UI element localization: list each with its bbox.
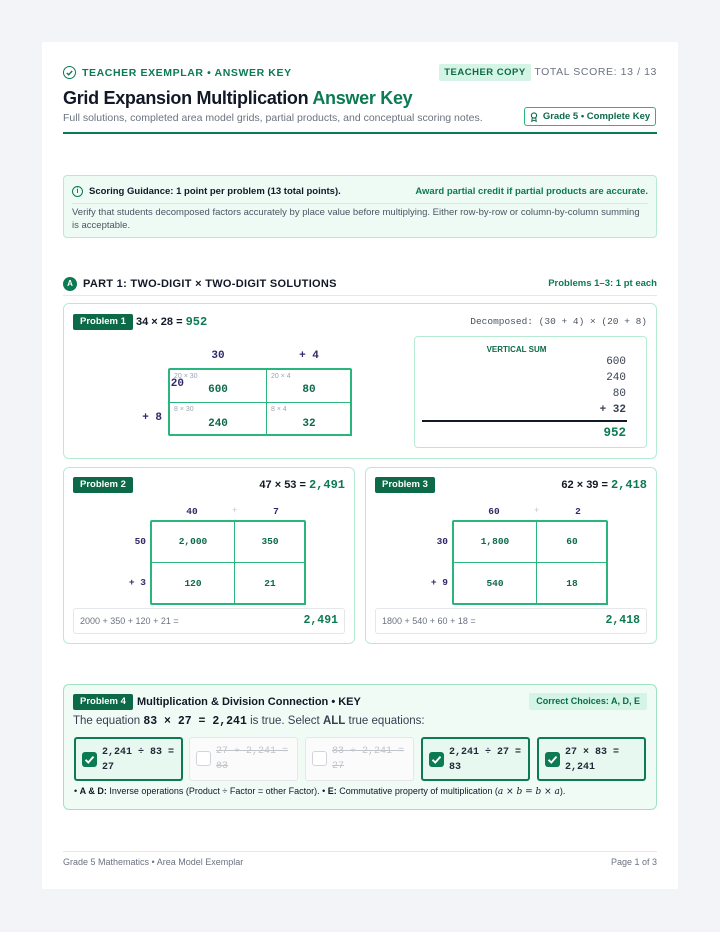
info-icon: i [72, 186, 83, 197]
prompt-text: The equation [73, 715, 141, 727]
grid-cell [266, 402, 352, 436]
scoring-guidance [63, 175, 657, 238]
equation-text: 62 × 39 = [561, 479, 608, 491]
sum-line: 240 [606, 372, 626, 384]
grid-cell [151, 521, 235, 563]
cell-value: 1,800 [480, 536, 510, 547]
guidance-partial-credit: Award partial credit if partial products are accurate. [415, 186, 648, 197]
sum-line: 600 [606, 356, 626, 368]
checkmark-icon [82, 752, 97, 767]
prompt-text: is true. Select [250, 715, 320, 727]
grid-cell [453, 562, 537, 605]
cell-label: 8 × 30 [174, 406, 194, 413]
checkbox-checked[interactable] [545, 752, 560, 767]
page-number: Page 1 of 3 [610, 857, 657, 867]
problem-badge: Problem 1 [73, 314, 133, 330]
choice-text: 2,241 ÷ 83 = 27 [102, 747, 175, 773]
title-text: Grid Expansion Multiplication [63, 88, 309, 108]
grade-badge-text: Grade 5 • Complete Key [542, 111, 651, 122]
choice-text: 27 × 83 = 2,241 [565, 747, 620, 773]
decomposition-note: Decomposed: (30 + 4) × (20 + 8) [470, 316, 647, 327]
area-model-grid [150, 520, 306, 605]
column-plus: + [232, 506, 238, 516]
equation-answer: 2,418 [610, 478, 647, 492]
header-divider [63, 132, 657, 134]
cell-value: 18 [566, 578, 578, 589]
vertical-sum-title: VERTICAL SUM [486, 345, 547, 354]
prompt-text: true equations: [348, 715, 425, 727]
column-header: 60 [488, 506, 500, 517]
column-header: + 4 [299, 350, 319, 362]
problem-2-card [63, 467, 355, 644]
row-header: + 8 [142, 412, 162, 424]
cell-value: 21 [264, 578, 276, 589]
grid-cell [453, 521, 537, 563]
exemplar-text: TEACHER EXEMPLAR • ANSWER KEY [82, 66, 292, 79]
checkbox-checked[interactable] [82, 752, 97, 767]
guidance-points: Scoring Guidance: 1 point per problem (13 total points). [89, 186, 341, 197]
area-model-grid [168, 368, 352, 436]
part-points: Problems 1–3: 1 pt each [548, 278, 657, 289]
explanation-note: • A & D: Inverse operations (Product ÷ Factor = other Factor). • E: Commutative property of multiplication (a × b = b × a). [74, 786, 566, 797]
row-header: + 3 [128, 577, 146, 588]
page-subtitle: Full solutions, completed area model grids, partial products, and conceptual scoring notes. [63, 112, 483, 124]
checkbox-checked[interactable] [429, 752, 444, 767]
column-plus: + [534, 506, 540, 516]
total-score: TOTAL SCORE: 13 / 13 [534, 66, 657, 78]
cell-value: 350 [261, 536, 279, 547]
problem-prompt [73, 715, 425, 728]
choice-d[interactable] [421, 737, 530, 781]
note-text: Inverse operations (Product ÷ Factor = other Factor). [109, 786, 320, 796]
choice-b[interactable] [189, 737, 298, 781]
equation-text: 34 × 28 = [136, 316, 183, 328]
note-label: A & D: [79, 786, 107, 796]
sum-rule [422, 420, 627, 422]
answer-key-page [42, 42, 678, 889]
cell-value: 2,000 [178, 536, 208, 547]
grid-cell [266, 369, 352, 403]
column-header: 30 [211, 350, 225, 362]
problem-equation [136, 315, 207, 329]
part-divider [63, 295, 657, 296]
problem-badge: Problem 3 [375, 477, 435, 493]
problem-equation [561, 478, 647, 492]
choice-text: 2,241 ÷ 27 = 83 [449, 747, 522, 773]
grid-cell [234, 521, 306, 563]
problem-3-card [365, 467, 657, 644]
cell-value: 80 [302, 384, 316, 396]
column-header: 40 [186, 506, 198, 517]
problem-4-card [63, 684, 657, 810]
cell-label: 8 × 4 [271, 406, 287, 413]
grid-cell [169, 402, 267, 436]
row-header: + 9 [430, 577, 448, 588]
row-header: 50 [134, 536, 146, 547]
choice-text: 83 ÷ 2,241 = 27 [332, 746, 405, 772]
title-answer-key: Answer Key [312, 88, 413, 108]
part-badge: A [63, 277, 77, 291]
exemplar-label [63, 66, 292, 79]
guidance-divider [72, 203, 648, 204]
choice-e[interactable] [537, 737, 646, 781]
equation-answer: 952 [185, 315, 208, 329]
sum-line: 80 [612, 388, 626, 400]
checkmark-icon [429, 752, 444, 767]
problem-badge: Problem 2 [73, 477, 133, 493]
choice-a[interactable] [74, 737, 183, 781]
problem-badge: Problem 4 [73, 694, 133, 710]
grid-cell [536, 521, 608, 563]
note-text: ). [559, 786, 566, 796]
prompt-emphasis: ALL [322, 715, 346, 727]
sum-expression: 2000 + 350 + 120 + 21 = [80, 616, 179, 626]
sum-line: + 32 [599, 404, 626, 416]
area-model-grid [452, 520, 608, 605]
header-bar [63, 64, 657, 82]
part-1-header [63, 276, 657, 292]
choice-text: 27 ÷ 2,241 = 83 [216, 746, 289, 772]
footer-divider [63, 851, 657, 852]
problem-equation [259, 478, 345, 492]
cell-value: 32 [302, 418, 316, 430]
sum-total: 2,491 [303, 614, 338, 627]
checkbox-unchecked[interactable] [312, 751, 327, 766]
cell-value: 600 [208, 384, 228, 396]
correct-choices-badge: Correct Choices: A, D, E [529, 693, 647, 710]
teacher-copy-badge: TEACHER COPY [439, 64, 531, 81]
grid-cell [169, 369, 267, 403]
guidance-body: Verify that students decomposed factors accurately by place value before multiplying. Either row-by-row or column-by-column summing is acceptable. [72, 207, 640, 231]
cell-value: 120 [184, 578, 202, 589]
column-header: 2 [575, 506, 581, 517]
footer-course: Grade 5 Mathematics • Area Model Exemplar [63, 857, 244, 867]
note-formula: a × b = b × a [497, 787, 560, 797]
column-header: 7 [273, 506, 279, 517]
cell-value: 60 [566, 536, 578, 547]
check-circle-icon [63, 66, 76, 79]
problem-1-card [63, 303, 657, 459]
sum-box [73, 608, 345, 634]
problem-title: Multiplication & Division Connection • KEY [137, 696, 361, 708]
checkbox-unchecked[interactable] [196, 751, 211, 766]
sum-expression: 1800 + 540 + 60 + 18 = [382, 616, 476, 626]
choice-c[interactable] [305, 737, 414, 781]
row-header: 20 [170, 378, 184, 390]
sum-total: 2,418 [605, 614, 640, 627]
equation-answer: 2,491 [308, 478, 345, 492]
part-title: PART 1: TWO-DIGIT × TWO-DIGIT SOLUTIONS [83, 278, 337, 290]
sum-total: 952 [603, 426, 626, 440]
grid-cell [234, 562, 306, 605]
checkmark-icon [545, 752, 560, 767]
note-text: Commutative property of multiplication ( [339, 786, 498, 796]
cell-value: 240 [208, 418, 228, 430]
grid-cell [151, 562, 235, 605]
cell-value: 540 [486, 578, 504, 589]
cell-label: 20 × 4 [271, 373, 291, 380]
note-label: E: [327, 786, 337, 796]
row-header: 30 [436, 536, 448, 547]
page-title [63, 88, 412, 109]
vertical-sum-box [414, 336, 647, 448]
prompt-equation: 83 × 27 = 2,241 [143, 715, 247, 728]
award-icon [530, 112, 538, 122]
equation-text: 47 × 53 = [259, 479, 306, 491]
grade-badge [524, 107, 656, 126]
cell-label: 20 × 30 [174, 373, 198, 380]
grid-cell [536, 562, 608, 605]
sum-box [375, 608, 647, 634]
